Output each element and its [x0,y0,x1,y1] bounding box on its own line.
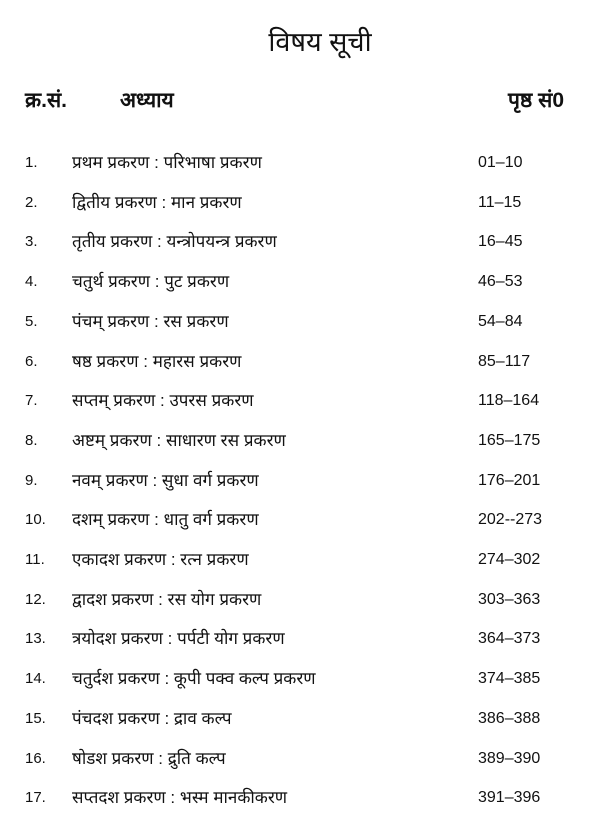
list-item [0,388,600,418]
page-range: 176–201 [478,471,541,489]
serial-number: 7. [25,392,38,410]
list-item [0,190,600,220]
list-item [0,706,600,736]
page-title: विषय सूची [268,27,372,57]
chapter-title: प्रथम प्रकरण : परिभाषा प्रकरण [72,153,262,172]
serial-number: 14. [25,670,46,688]
serial-number: 17. [25,789,46,807]
list-item [0,309,600,339]
chapter-title: नवम् प्रकरण : सुधा वर्ग प्रकरण [72,470,259,490]
serial-number: 5. [25,312,38,330]
page-range: 16–45 [478,233,523,251]
serial-number: 2. [25,193,38,211]
list-item [0,626,600,656]
page-range: 11–15 [478,193,522,211]
chapter-title: सप्तम् प्रकरण : उपरस प्रकरण [72,391,254,411]
page-range: 85–117 [478,352,531,370]
serial-number: 16. [25,749,46,767]
header-serial: क्र.सं. [25,89,67,112]
list-item [0,349,600,379]
page-range: 364–373 [478,630,541,648]
serial-number: 10. [25,511,46,529]
serial-number: 4. [25,273,38,291]
page-range: 374–385 [478,670,541,688]
page-range: 165–175 [478,431,541,449]
list-item [0,150,600,180]
chapter-title: चतुर्थ प्रकरण : पुट प्रकरण [72,272,230,292]
serial-number: 13. [25,630,46,648]
page-range: 54–84 [478,312,523,330]
page-range: 46–53 [478,273,523,291]
page-range: 386–388 [478,709,541,727]
serial-number: 15. [25,709,46,727]
serial-number: 12. [25,590,46,608]
serial-number: 8. [25,431,38,449]
chapter-title: द्वादश प्रकरण : रस योग प्रकरण [72,589,262,609]
chapter-title: त्रयोदश प्रकरण : पर्पटी योग प्रकरण [72,629,285,649]
list-item [0,666,600,696]
serial-number: 9. [25,471,38,489]
chapter-title: तृतीय प्रकरण : यन्त्रोपयन्त्र प्रकरण [72,232,277,252]
list-item [0,229,600,259]
list-item [0,269,600,299]
list-item [0,587,600,617]
list-item [0,468,600,498]
list-item [0,547,600,577]
page-range: 118–164 [478,392,540,410]
page-range: 274–302 [478,551,541,568]
chapter-title: दशम् प्रकरण : धातु वर्ग प्रकरण [72,510,259,530]
list-item [0,746,600,776]
header-page: पृष्ठ सं0 [508,89,565,112]
chapter-title: सप्तदश प्रकरण : भस्म मानकीकरण [72,788,288,808]
header-chapter: अध्याय [120,89,174,112]
chapter-title: पंचम् प्रकरण : रस प्रकरण [72,311,229,331]
list-item [0,428,600,458]
chapter-title: पंचदश प्रकरण : द्राव कल्प [72,708,232,728]
page-range: 303–363 [478,590,541,608]
page-range: 389–390 [478,749,541,767]
chapter-title: षष्ठ प्रकरण : महारस प्रकरण [72,351,242,371]
serial-number: 6. [25,352,38,370]
chapter-title: द्वितीय प्रकरण : मान प्रकरण [72,192,242,212]
page-range: 01–10 [478,154,523,171]
chapter-title: षोडश प्रकरण : द्रुति कल्प [72,748,226,768]
serial-number: 11. [25,551,45,568]
serial-number: 1. [25,154,38,171]
list-item [0,785,600,815]
page-range: 391–396 [478,789,541,807]
chapter-title: एकादश प्रकरण : रत्न प्रकरण [72,550,249,569]
serial-number: 3. [25,233,38,251]
chapter-title: चतुर्दश प्रकरण : कूपी पक्व कल्प प्रकरण [72,669,316,689]
chapter-title: अष्टम् प्रकरण : साधारण रस प्रकरण [72,430,286,450]
page-range: 202--273 [478,511,543,529]
list-item [0,507,600,537]
